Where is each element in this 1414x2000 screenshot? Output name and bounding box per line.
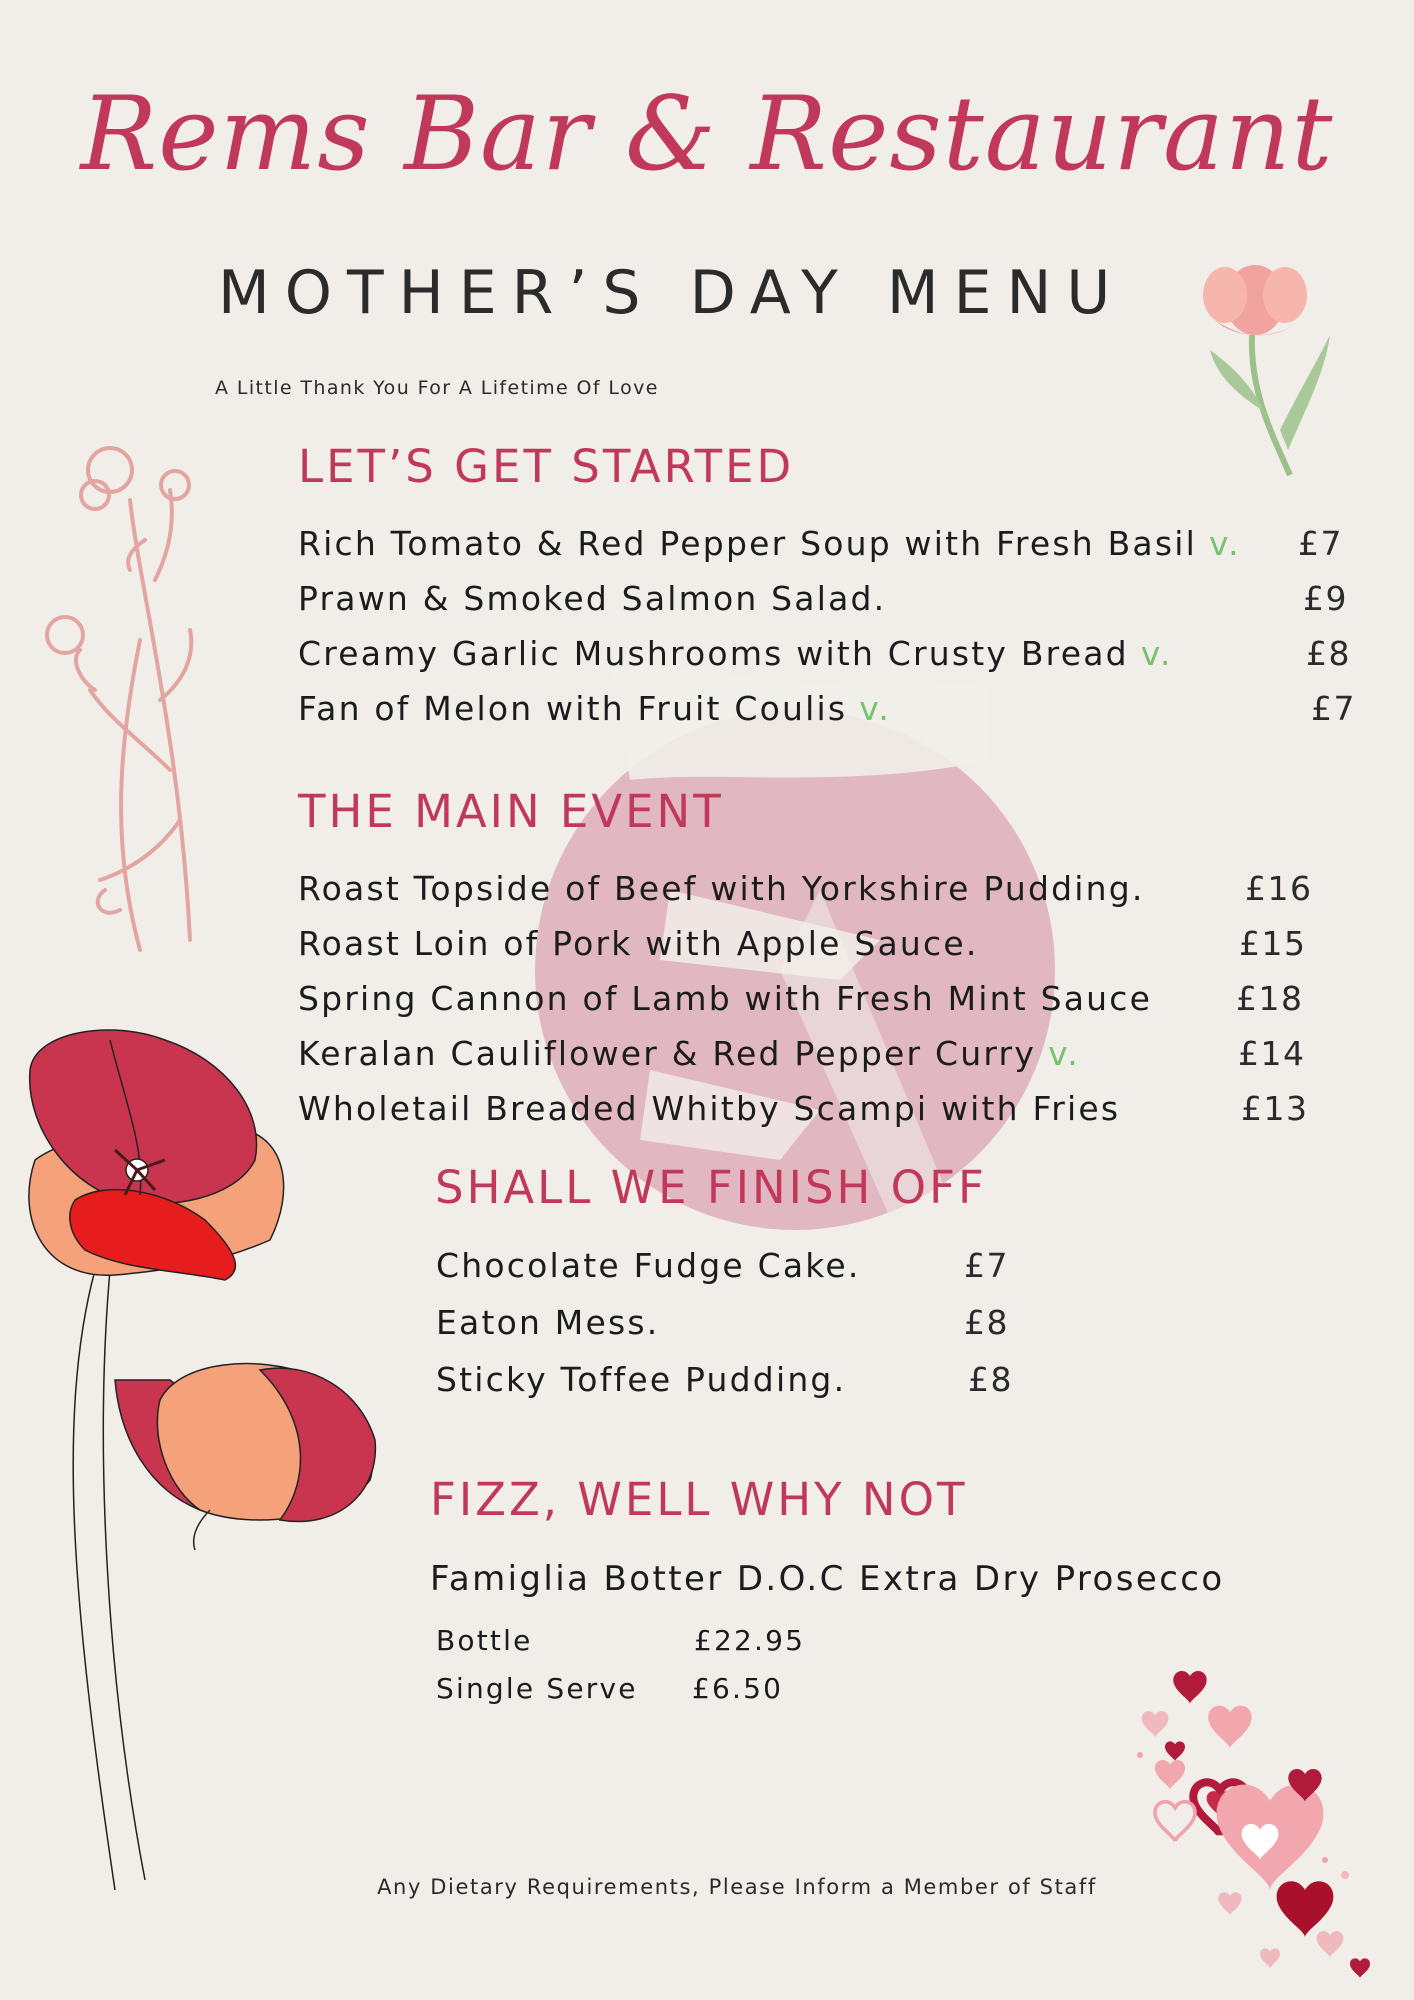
menu-item-name: Chocolate Fudge Cake. bbox=[436, 1246, 861, 1285]
menu-item-name: Creamy Garlic Mushrooms with Crusty Bread v. bbox=[298, 634, 1173, 673]
menu-item bbox=[298, 1034, 1348, 1080]
sketch-flower-icon bbox=[30, 440, 220, 960]
menu-subtitle: MOTHER’S DAY MENU bbox=[218, 258, 1126, 328]
vegetarian-marker: v. bbox=[1048, 1034, 1080, 1073]
menu-item-price: £8 bbox=[964, 1303, 1009, 1342]
vegetarian-marker: v. bbox=[859, 689, 892, 728]
menu-item bbox=[298, 689, 1356, 735]
menu-item bbox=[298, 979, 1348, 1025]
desserts-heading: SHALL WE FINISH OFF bbox=[435, 1161, 987, 1214]
menu-item-price: £18 bbox=[1236, 979, 1304, 1018]
menu-item-name: Roast Topside of Beef with Yorkshire Pudding. bbox=[298, 869, 1145, 908]
menu-item bbox=[298, 579, 1348, 625]
menu-item-name: Eaton Mess. bbox=[436, 1303, 660, 1342]
menu-item-name: Rich Tomato & Red Pepper Soup with Fresh Basil v. bbox=[298, 524, 1241, 563]
dietary-note: Any Dietary Requirements, Please Inform a Member of Staff bbox=[377, 1875, 1097, 1899]
menu-item bbox=[298, 524, 1348, 570]
orange-poppy-icon bbox=[110, 1360, 380, 1550]
fizz-option-label: Single Serve bbox=[436, 1672, 638, 1705]
menu-item-price: £7 bbox=[1298, 524, 1343, 563]
fizz-option bbox=[436, 1672, 784, 1708]
menu-item-price: £13 bbox=[1241, 1089, 1309, 1128]
menu-item-name: Keralan Cauliflower & Red Pepper Curry v. bbox=[298, 1034, 1080, 1073]
menu-item-name: Prawn & Smoked Salmon Salad. bbox=[298, 579, 887, 618]
fizz-heading: FIZZ, WELL WHY NOT bbox=[430, 1473, 968, 1526]
menu-item bbox=[436, 1303, 1036, 1349]
menu-item-price: £8 bbox=[1306, 634, 1351, 673]
menu-item-price: £16 bbox=[1245, 869, 1313, 908]
menu-item bbox=[298, 924, 1348, 970]
menu-item bbox=[436, 1360, 1036, 1406]
menu-item-price: £7 bbox=[1311, 689, 1356, 728]
vegetarian-marker: v. bbox=[1140, 634, 1173, 673]
menu-item-name: Fan of Melon with Fruit Coulis v. bbox=[298, 689, 892, 728]
menu-item-name: Spring Cannon of Lamb with Fresh Mint Sauce bbox=[298, 979, 1153, 1018]
menu-item bbox=[436, 1246, 1036, 1292]
menu-item bbox=[298, 634, 1351, 680]
fizz-option-price: £22.95 bbox=[694, 1624, 806, 1657]
vegetarian-marker: v. bbox=[1208, 524, 1241, 563]
pink-flower-icon bbox=[1190, 250, 1340, 480]
menu-item-price: £8 bbox=[968, 1360, 1013, 1399]
menu-item-price: £15 bbox=[1239, 924, 1307, 963]
menu-item bbox=[298, 1089, 1348, 1135]
menu-item-price: £9 bbox=[1303, 579, 1348, 618]
tagline: A Little Thank You For A Lifetime Of Love bbox=[215, 377, 659, 399]
fizz-option bbox=[436, 1624, 806, 1660]
starters-heading: LET’S GET STARTED bbox=[298, 440, 795, 493]
menu-item-name: Roast Loin of Pork with Apple Sauce. bbox=[298, 924, 979, 963]
menu-item-price: £14 bbox=[1238, 1034, 1306, 1073]
mains-heading: THE MAIN EVENT bbox=[298, 785, 724, 838]
prosecco-description: Famiglia Botter D.O.C Extra Dry Prosecco bbox=[430, 1559, 1225, 1599]
fizz-option-label: Bottle bbox=[436, 1624, 533, 1657]
menu-item bbox=[298, 869, 1348, 915]
menu-item-name: Wholetail Breaded Whitby Scampi with Fries bbox=[298, 1089, 1121, 1128]
menu-item-name: Sticky Toffee Pudding. bbox=[436, 1360, 847, 1399]
restaurant-title: Rems Bar & Restaurant bbox=[80, 75, 1334, 194]
hearts-cluster-icon bbox=[1120, 1660, 1370, 1990]
menu-item-price: £7 bbox=[964, 1246, 1009, 1285]
fizz-option-price: £6.50 bbox=[692, 1672, 784, 1705]
